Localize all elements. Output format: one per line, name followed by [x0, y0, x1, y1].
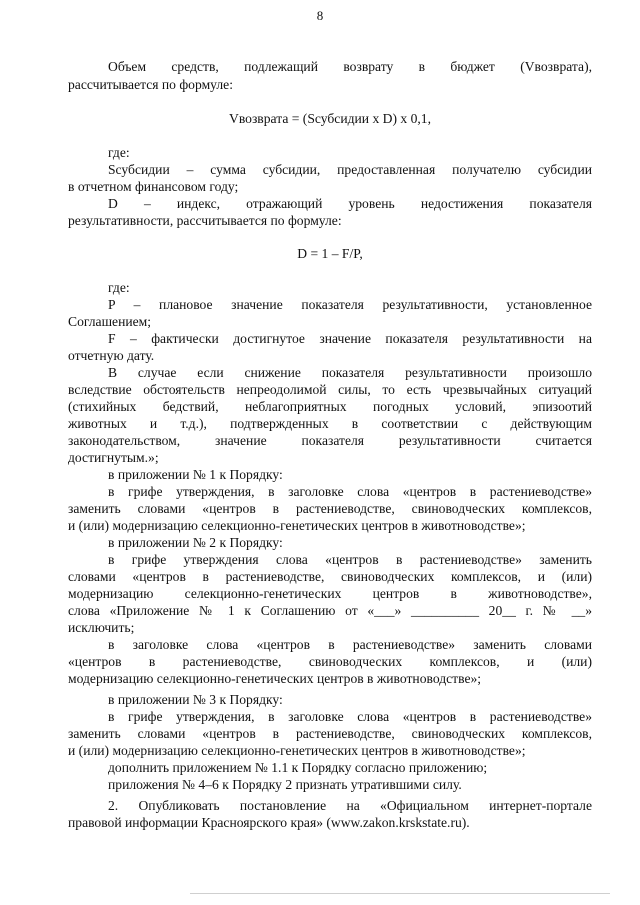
text-line: и (или) модернизацию селекционно-генетических центров в животноводстве»;: [68, 743, 526, 758]
text-line: приложения № 4–6 к Порядку 2 признать утратившими силу.: [108, 777, 462, 792]
text-line: Sсубсидии – сумма субсидии, предоставленная получателю субсидии: [108, 162, 592, 177]
text-line: слова «Приложение № 1 к Соглашению от «___» __________ 20__ г. № __»: [68, 603, 592, 618]
text-line: исключить;: [68, 620, 135, 635]
text-line: модернизацию селекционно-генетических центров в животноводстве»;: [68, 671, 482, 686]
text-line: где:: [108, 145, 130, 160]
text-line: в приложении № 3 к Порядку:: [108, 692, 283, 707]
text-line: правовой информации Красноярского края» (www.zakon.krskstate.ru).: [68, 815, 470, 830]
text-line: 2. Опубликовать постановление на «Официальном интернет-портале: [108, 798, 592, 813]
text-line: заменить словами «центров в растениеводстве, свиноводческих комплексов,: [68, 726, 592, 741]
text-line: D = 1 – F/P,: [297, 246, 363, 261]
text-line: отчетную дату.: [68, 348, 155, 363]
page-number: 8: [316, 8, 324, 23]
text-line: и (или) модернизацию селекционно-генетических центров в животноводстве»;: [68, 518, 526, 533]
text-line: (стихийных бедствий, неблагоприятных погодных условий, эпизоотий: [68, 399, 592, 414]
text-line: законодательством, значение показателя результативности считается: [68, 433, 592, 448]
text-line: модернизацию селекционно-генетических центров в животноводстве»,: [68, 586, 592, 601]
text-line: дополнить приложением № 1.1 к Порядку согласно приложению;: [108, 760, 488, 775]
text-line: В случае если снижение показателя результативности произошло: [108, 365, 592, 380]
text-line: Объем средств, подлежащий возврату в бюджет (Vвозврата),: [108, 59, 592, 74]
text-line: заменить словами «центров в растениеводстве, свиноводческих комплексов,: [68, 501, 592, 516]
text-line: животных и т.д.), подтвержденных в соответствии с действующим: [68, 416, 592, 431]
text-line: достигнутым.»;: [68, 450, 159, 465]
text-line: Соглашением;: [68, 314, 152, 329]
text-line: D – индекс, отражающий уровень недостижения показателя: [108, 196, 592, 211]
text-line: в грифе утверждения, в заголовке слова «центров в растениеводстве»: [108, 709, 592, 724]
text-line: F – фактически достигнутое значение показателя результативности на: [108, 331, 592, 346]
text-line: результативности, рассчитывается по формуле:: [68, 213, 342, 228]
footer-rule: [190, 893, 610, 894]
text-line: P – плановое значение показателя результативности, установленное: [108, 297, 592, 312]
text-line: в приложении № 1 к Порядку:: [108, 467, 283, 482]
text-line: в отчетном финансовом году;: [68, 179, 239, 194]
text-line: рассчитывается по формуле:: [68, 77, 233, 92]
text-line: словами «центров в растениеводстве, свиноводческих комплексов, и (или): [68, 569, 592, 584]
text-line: вследствие обстоятельств непреодолимой силы, то есть чрезвычайных ситуаций: [68, 382, 592, 397]
text-line: Vвозврата = (Sсубсидии x D) x 0,1,: [229, 111, 431, 126]
text-line: в грифе утверждения, в заголовке слова «центров в растениеводстве»: [108, 484, 592, 499]
text-line: в грифе утверждения слова «центров в растениеводстве» заменить: [108, 552, 592, 567]
text-line: в приложении № 2 к Порядку:: [108, 535, 283, 550]
text-line: «центров в растениеводстве, свиноводческих комплексов, и (или): [68, 654, 592, 669]
text-line: в заголовке слова «центров в растениеводстве» заменить словами: [108, 637, 592, 652]
text-line: где:: [108, 280, 130, 295]
